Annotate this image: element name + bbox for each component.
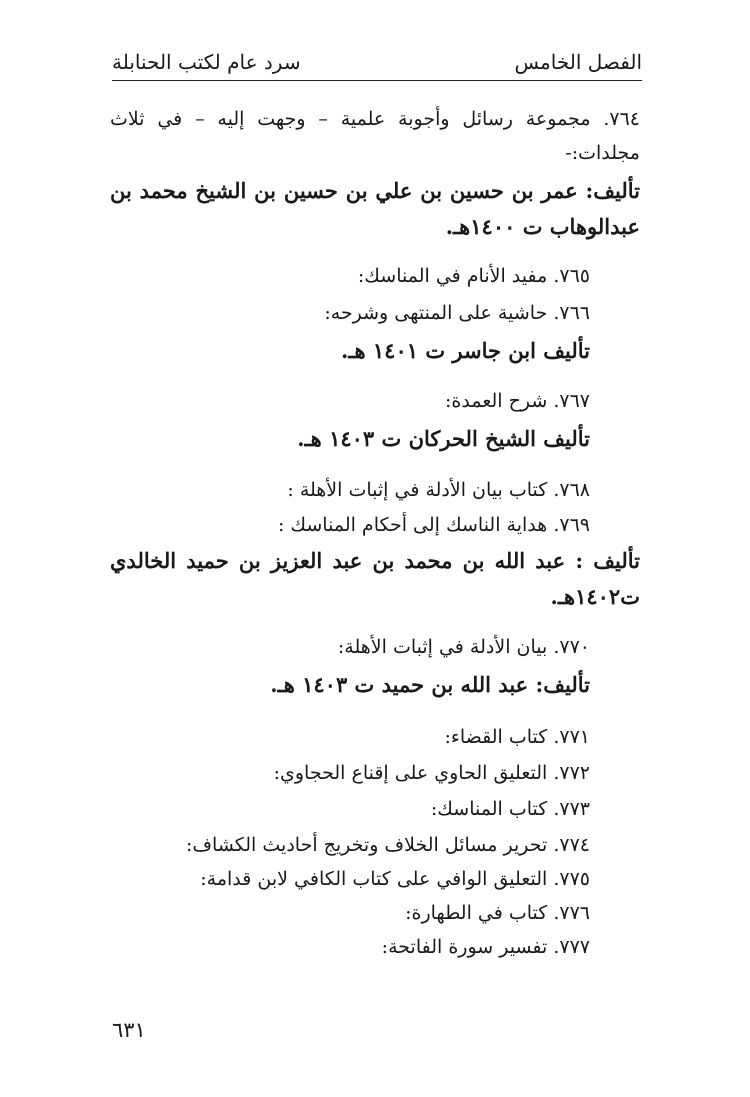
page-number: ٦٣١ bbox=[112, 1018, 146, 1042]
entry-764-line1: ٧٦٤. مجموعة رسائل وأجوبة علمية – وجهت إليه – في ثلاث bbox=[110, 108, 640, 130]
running-header bbox=[112, 44, 642, 81]
entry-767: ٧٦٧. شرح العمدة: bbox=[445, 390, 590, 412]
author-768-769-line1: تأليف : عبد الله بن محمد بن عبد العزيز بن حميد الخالدي bbox=[110, 548, 640, 573]
entry-773: ٧٧٣. كتاب المناسك: bbox=[430, 798, 590, 820]
author-767: تأليف الشيخ الحركان ت ١٤٠٣ هـ. bbox=[297, 426, 590, 451]
author-768-769-line2: ت١٤٠٢هـ. bbox=[550, 584, 640, 609]
entry-765: ٧٦٥. مفيد الأنام في المناسك: bbox=[357, 265, 590, 287]
entry-775: ٧٧٥. التعليق الوافي على كتاب الكافي لابن قدامة: bbox=[200, 868, 590, 890]
chapter-title: الفصل الخامس bbox=[514, 50, 642, 74]
entry-776: ٧٧٦. كتاب في الطهارة: bbox=[405, 902, 590, 924]
section-title: سرد عام لكتب الحنابلة bbox=[112, 50, 301, 74]
entry-764-line2: مجلدات:- bbox=[565, 142, 640, 164]
entry-770: ٧٧٠. بيان الأدلة في إثبات الأهلة: bbox=[337, 636, 590, 658]
author-764-line2: عبدالوهاب ت ١٤٠٠هـ. bbox=[445, 214, 640, 239]
entry-774: ٧٧٤. تحرير مسائل الخلاف وتخريج أحاديث الكشاف: bbox=[185, 834, 590, 856]
author-770: تأليف: عبد الله بن حميد ت ١٤٠٣ هـ. bbox=[270, 672, 590, 697]
entry-769: ٧٦٩. هداية الناسك إلى أحكام المناسك : bbox=[277, 514, 590, 536]
author-764-line1: تأليف: عمر بن حسين بن علي بن حسين بن الشيخ محمد بن bbox=[110, 178, 640, 203]
entry-771: ٧٧١. كتاب القضاء: bbox=[444, 726, 590, 748]
entry-768: ٧٦٨. كتاب بيان الأدلة في إثبات الأهلة : bbox=[287, 479, 590, 501]
author-765-766: تأليف ابن جاسر ت ١٤٠١ هـ. bbox=[341, 338, 590, 363]
entry-766: ٧٦٦. حاشية على المنتهى وشرحه: bbox=[324, 302, 590, 324]
entry-777: ٧٧٧. تفسير سورة الفاتحة: bbox=[381, 936, 590, 958]
entry-772: ٧٧٢. التعليق الحاوي على إقناع الحجاوي: bbox=[273, 762, 590, 784]
